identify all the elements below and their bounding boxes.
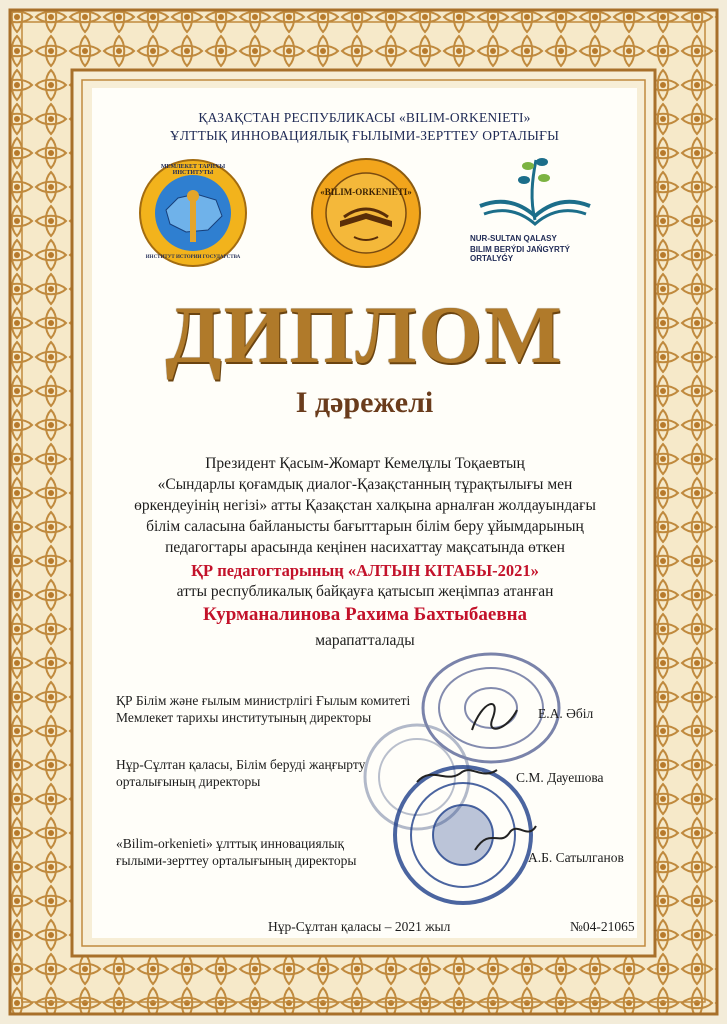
body-line-7: атты республикалық байқауға қатысып жеңімпаз атанған — [176, 583, 554, 600]
contest-name: ҚР педагогтарының «АЛТЫН КІТАБЫ-2021» — [191, 561, 539, 580]
signatory-3-name: А.Б. Сатылганов — [528, 850, 624, 865]
bilim-orkenieti-ring-text: «BILIM-ORKENIETI» — [320, 187, 412, 197]
header-line-2: ҰЛТТЫҚ ИННОВАЦИЯЛЫҚ ҒЫЛЫМИ-ЗЕРТТЕУ ОРТАЛЫҒЫ — [169, 128, 560, 143]
signature-block-2 — [116, 756, 365, 790]
state-history-institute-logo — [138, 158, 248, 268]
bilim-orkenieti-emblem-icon — [310, 157, 422, 269]
nur-sultan-education-center-logo — [470, 150, 600, 270]
signature-1-line-1: ҚР Білім және ғылым министрлігі Ғылым комитеті — [116, 693, 411, 708]
signature-3-line-2: ғылыми-зерттеу орталығының директоры — [116, 853, 357, 868]
awarded-text: марапатталады — [315, 632, 415, 649]
signature-2-line-1: Нұр-Сұлтан қаласы, Білім беруді жаңғырту — [116, 757, 366, 772]
recipient-name: Курманалинова Рахима Бахтыбаевна — [202, 604, 528, 625]
signature-3-line-1: «Bilim-orkenieti» ұлттық инновациялық — [116, 836, 345, 851]
diploma-title: ДИПЛОМ — [165, 289, 564, 380]
diploma-degree: I дәрежелі — [295, 386, 434, 419]
bilim-orkenieti-logo — [310, 157, 422, 269]
body-line-2: «Сындарлы қоғамдық диалог-Қазақстанның тұрақтылығы мен — [157, 476, 573, 493]
body-line-4: білім саласына байланысты бағыттарын білім беру ұйымдарының — [146, 518, 584, 535]
body-line-1: Президент Қасым-Жомарт Кемелұлы Тоқаевтың — [205, 455, 525, 472]
nur-sultan-logo-text-2: BILIM BERÝDI JAŃGYRTÝ ORTALYǴY — [470, 245, 571, 263]
signature-1-line-2: Мемлекет тарихы институтының директоры — [116, 710, 372, 725]
signature-block-3 — [116, 835, 356, 869]
body-line-5: педагогтары арасында кеңінен насихаттау мақсатында өткен — [165, 539, 565, 556]
header-line-1: ҚАЗАҚСТАН РЕСПУБЛИКАСЫ «BILIM-ORKENIETI» — [198, 110, 531, 125]
footer-city-year: Нұр-Сұлтан қаласы – 2021 жыл — [268, 919, 451, 934]
open-book-tree-icon — [470, 150, 600, 230]
signature-2-line-2: орталығының директоры — [116, 774, 261, 789]
institute-ring-text-top: МЕМЛЕКЕТ ТАРИХЫ ИНСТИТУТЫ — [160, 164, 226, 176]
signatory-1-name: Е.А. Әбіл — [538, 706, 594, 721]
signature-daueshova — [412, 760, 502, 790]
diploma-number: №04-21065 — [570, 919, 635, 934]
signature-abil — [462, 690, 522, 740]
body-line-3: өркендеуінің негізі» атты Қазақстан халқына арналған жолдауындағы — [134, 497, 596, 514]
nur-sultan-logo-text-1: NUR-SULTAN QALASY — [470, 234, 557, 243]
institute-ring-text-bottom: ИНСТИТУТ ИСТОРИИ ГОСУДАРСТВА — [145, 255, 241, 260]
signature-block-1 — [116, 692, 410, 726]
signatory-2-name: С.М. Дауешова — [516, 770, 604, 785]
